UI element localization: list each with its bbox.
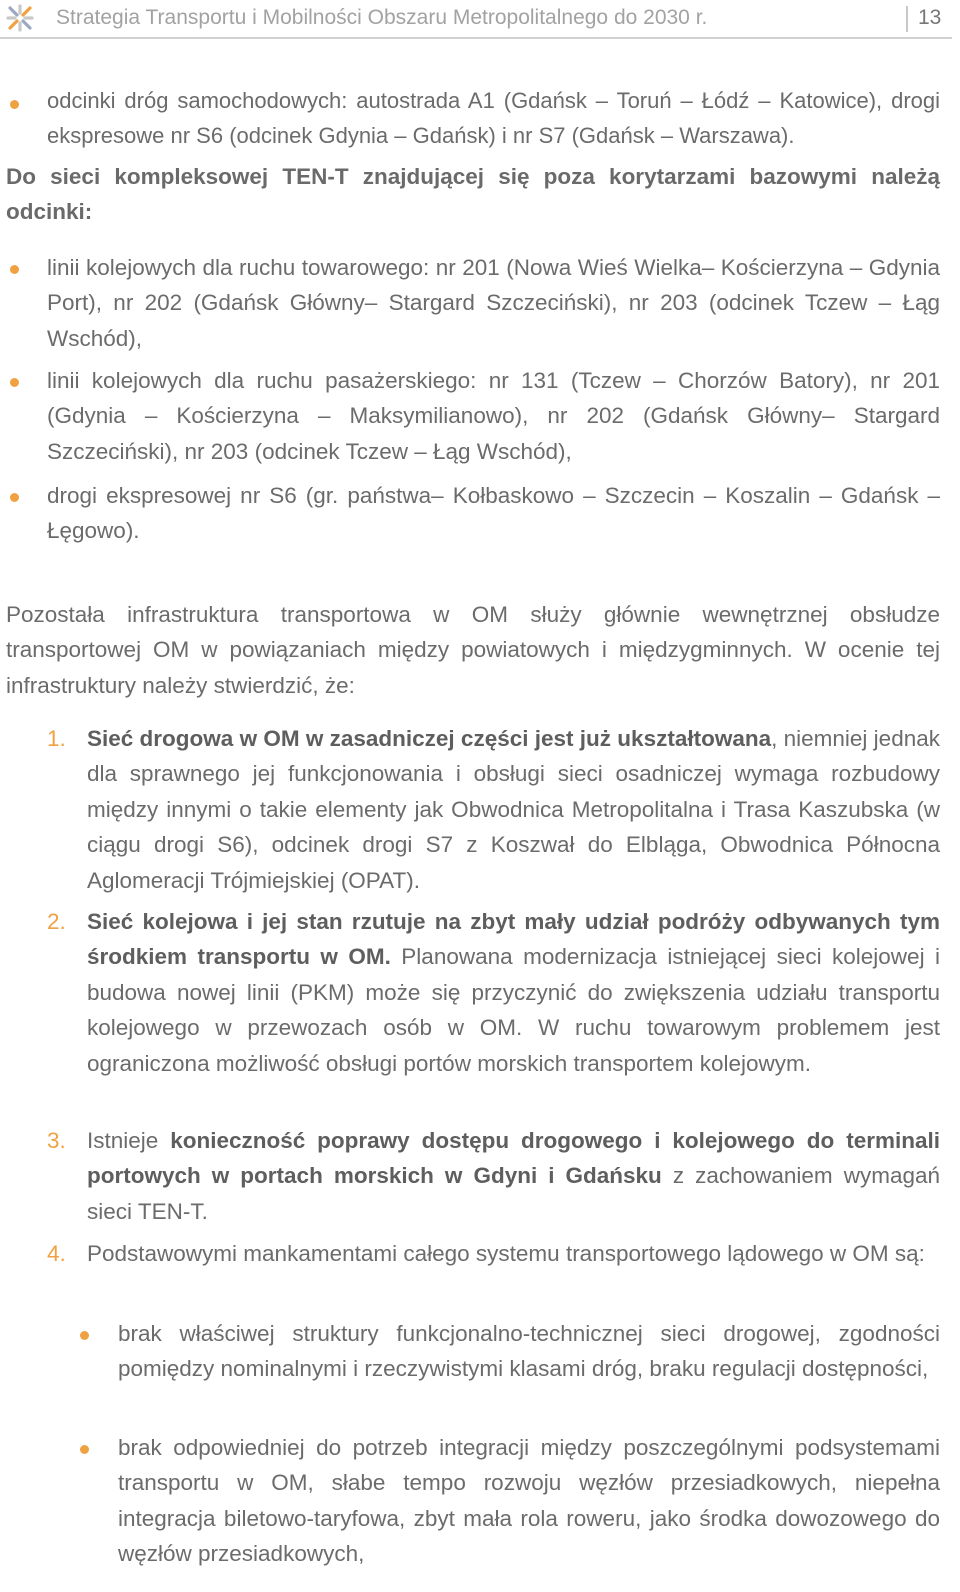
page-number: 13 [918,6,942,29]
page-number-divider [906,6,908,32]
sub-list-item: brak odpowiedniej do potrzeb integracji między poszczególnymi podsystemami transportu w OM, słabe tempo rozwoju węzłów przesiadkowych, niepełna integracja biletowo-taryfowa, zbyt mała rola roweru, jako środka dowozowego do węzłów przesiadkowych, [118,1435,940,1567]
bullet-icon [80,1331,89,1340]
document-title: Strategia Transportu i Mobilności Obszaru Metropolitalnego do 2030 r. [56,6,708,29]
list-item: odcinki dróg samochodowych: autostrada A1 (Gdańsk – Toruń – Łódź – Katowice), drogi ekspresowe nr S6 (odcinek Gdynia – Gdańsk) i nr S7 (Gdańsk – Warszawa). [47,88,940,149]
list-item: drogi ekspresowej nr S6 (gr. państwa– Kołbaskowo – Szczecin – Koszalin – Gdańsk – Łęgowo). [47,483,940,544]
logo-icon [6,4,34,32]
list-number: 2. [47,909,66,934]
section-heading: Do sieci kompleksowej TEN-T znajdującej się poza korytarzami bazowymi należą odcinki: [6,164,940,225]
bullet-icon [10,100,19,109]
numbered-item: Sieć drogowa w OM w zasadniczej części jest już ukształtowana, niemniej jednak dla sprawnego jej funkcjonowania i obsługi sieci osadniczej wymaga rozbudowy między innymi o takie elementy jak Obwodnica Metropolitalna i Trasa Kaszubska (w ciągu drogi S6), odcinek drogi S7 z Koszwał do Elbląga, Obwodnica Północna Aglomeracji Trójmiejskiej (OPAT). [87,726,940,893]
bullet-icon [80,1445,89,1454]
numbered-item: Istnieje konieczność poprawy dostępu drogowego i kolejowego do terminali portowych w portach morskich w Gdyni i Gdańsku z zachowaniem wymagań sieci TEN-T. [87,1128,941,1224]
list-number: 3. [47,1128,66,1153]
bullet-icon [10,378,19,387]
list-item: linii kolejowych dla ruchu pasażerskiego: nr 131 (Tczew – Chorzów Batory), nr 201 (Gdynia – Kościerzyna – Maksymilianowo), nr 202 (Gdańsk Główny– Stargard Szczeciński), nr 203 (odcinek Tczew – Łąg Wschód), [47,368,940,464]
bullet-icon [10,493,19,502]
numbered-item: Sieć kolejowa i jej stan rzutuje na zbyt mały udział podróży odbywanych tym środkiem transportu w OM. Planowana modernizacja istniejącej sieci kolejowej i budowa nowej linii (PKM) może się przyczynić do zwiększenia udziału transportu kolejowego w przewozach osób w OM. W ruchu towarowym problemem jest ograniczona możliwość obsługi portów morskich transportem kolejowym. [87,909,940,1076]
list-number: 1. [47,726,66,751]
header-rule [0,37,952,39]
list-item: linii kolejowych dla ruchu towarowego: nr 201 (Nowa Wieś Wielka– Kościerzyna – Gdynia Port), nr 202 (Gdańsk Główny– Stargard Szczeciński), nr 203 (odcinek Tczew – Łąg Wschód), [47,255,940,351]
numbered-item: Podstawowymi mankamentami całego systemu transportowego lądowego w OM są: [87,1241,925,1266]
list-number: 4. [47,1241,66,1266]
sub-list-item: brak właściwej struktury funkcjonalno-technicznej sieci drogowej, zgodności pomiędzy nominalnymi i rzeczywistymi klasami dróg, braku regulacji dostępności, [118,1321,940,1382]
bullet-icon [10,265,19,274]
page-header [0,0,960,38]
intro-paragraph: Pozostała infrastruktura transportowa w OM służy głównie wewnętrznej obsłudze transportowej OM w powiązaniach między powiatowych i międzygminnych. W ocenie tej infrastruktury należy stwierdzić, że: [6,602,940,698]
